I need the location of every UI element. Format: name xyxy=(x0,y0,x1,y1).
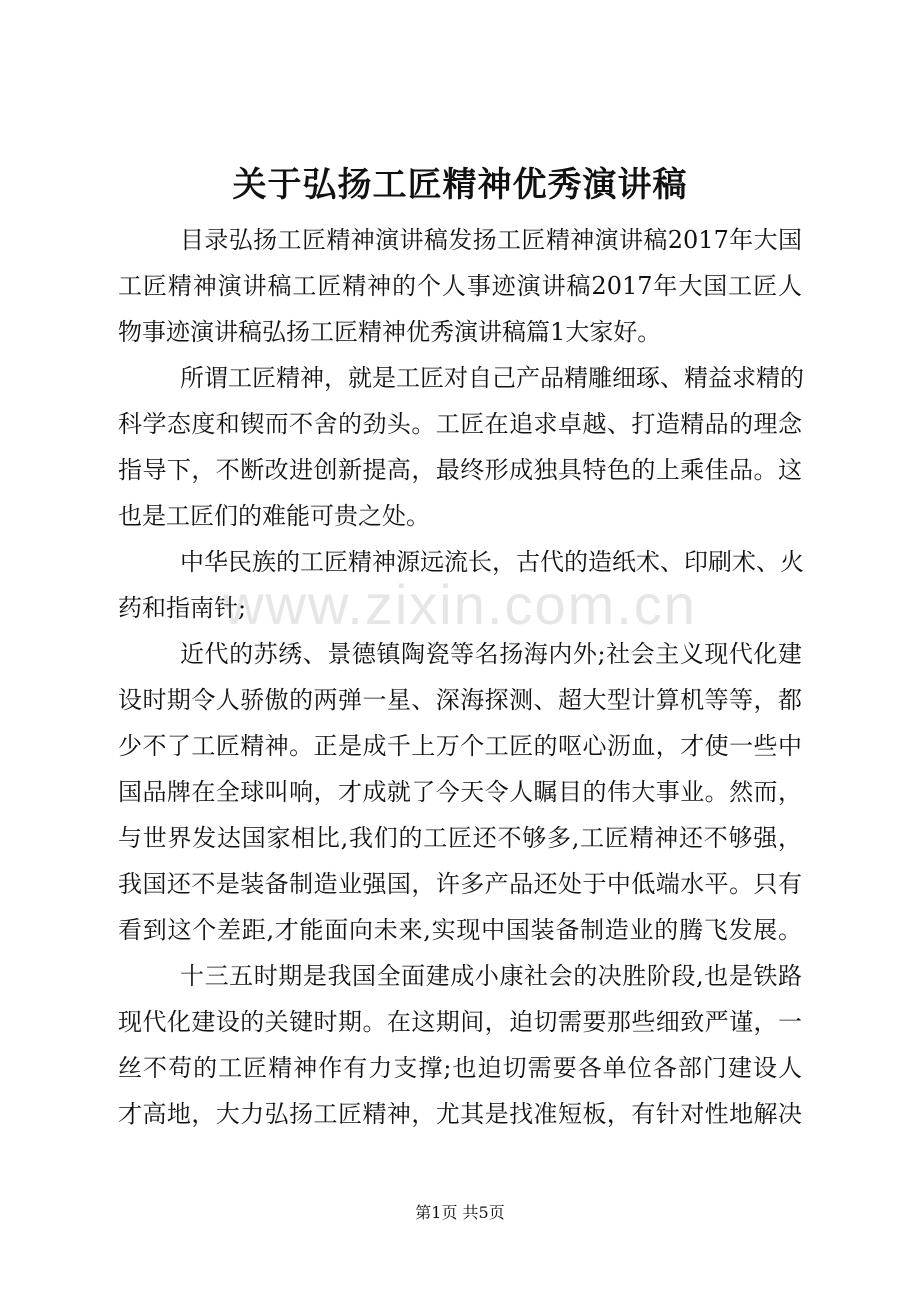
paragraph xyxy=(118,355,802,539)
document-body xyxy=(118,217,802,1137)
text-line: 目录弘扬工匠精神演讲稿发扬工匠精神演讲稿2017年大国 xyxy=(180,226,802,254)
text-line: 少不了工匠精神。正是成千上万个工匠的呕心沥血，才使一些中 xyxy=(118,732,802,760)
text-line: 科学态度和锲而不舍的劲头。工匠在追求卓越、打造精品的理念 xyxy=(118,410,802,438)
paragraph xyxy=(118,217,802,355)
text-line: 国品牌在全球叫响，才成就了今天令人瞩目的伟大事业。然而， xyxy=(118,778,802,806)
paragraph xyxy=(118,953,802,1137)
text-line: 我国还不是装备制造业强国，许多产品还处于中低端水平。只有 xyxy=(118,870,802,898)
text-line: 药和指南针; xyxy=(118,594,247,622)
text-line: 丝不苟的工匠精神作有力支撑;也迫切需要各单位各部门建设人 xyxy=(118,1054,802,1082)
text-line: 近代的苏绣、景德镇陶瓷等名扬海内外;社会主义现代化建 xyxy=(180,640,802,668)
text-line: 中华民族的工匠精神源远流长，古代的造纸术、印刷术、火 xyxy=(180,548,804,576)
text-line: 十三五时期是我国全面建成小康社会的决胜阶段,也是铁路 xyxy=(180,962,802,990)
paragraph xyxy=(118,539,802,631)
text-line: 设时期令人骄傲的两弹一星、深海探测、超大型计算机等等，都 xyxy=(118,686,802,714)
text-line: 工匠精神演讲稿工匠精神的个人事迹演讲稿2017年大国工匠人 xyxy=(118,272,802,300)
text-line: 现代化建设的关键时期。在这期间，迫切需要那些细致严谨，一 xyxy=(118,1008,802,1036)
page-number-footer: 第1页 共5页 xyxy=(415,1203,505,1222)
text-line: 与世界发达国家相比,我们的工匠还不够多,工匠精神还不够强， xyxy=(118,824,802,852)
text-line: 物事迹演讲稿弘扬工匠精神优秀演讲稿篇1大家好。 xyxy=(118,318,662,346)
watermark: www.zixin.com.cn xyxy=(223,573,697,636)
text-line: 看到这个差距,才能面向未来,实现中国装备制造业的腾飞发展。 xyxy=(118,916,802,944)
paragraph xyxy=(118,631,802,953)
document-title: 关于弘扬工匠精神优秀演讲稿 xyxy=(232,165,688,205)
text-line: 才高地，大力弘扬工匠精神，尤其是找准短板，有针对性地解决 xyxy=(118,1100,802,1128)
text-line: 也是工匠们的难能可贵之处。 xyxy=(118,502,430,530)
text-line: 所谓工匠精神，就是工匠对自己产品精雕细琢、精益求精的 xyxy=(180,364,804,392)
text-line: 指导下，不断改进创新提高，最终形成独具特色的上乘佳品。这 xyxy=(118,456,802,484)
